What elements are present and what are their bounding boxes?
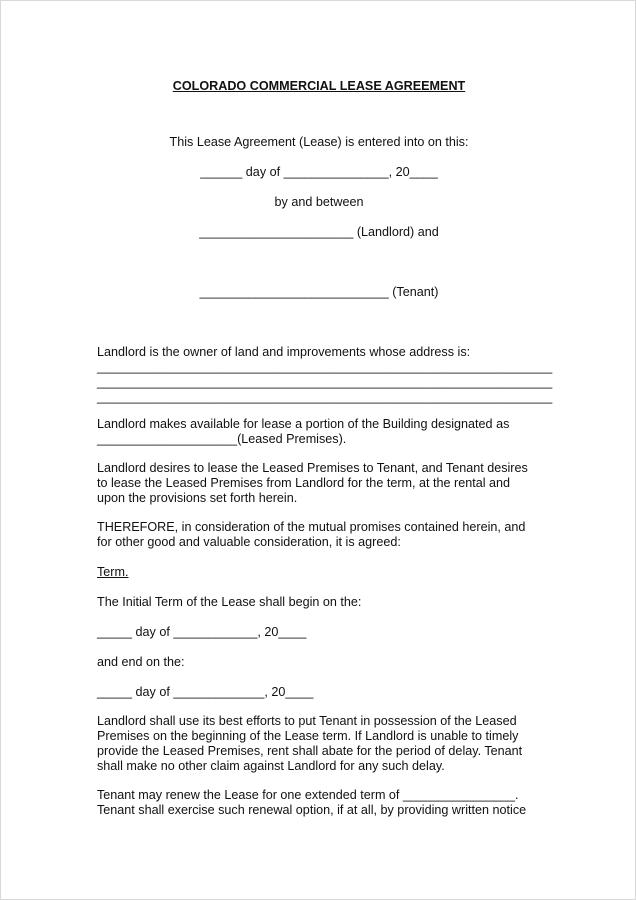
tenant-blank-line: ___________________________ (Tenant) [199,285,439,299]
document-title: COLORADO COMMERCIAL LEASE AGREEMENT [172,79,466,93]
term-end-line: and end on the: [97,655,185,669]
leased-premises-line: ____________________(Leased Premises). [97,432,347,446]
address-blank-line: _________________________________________________________________ [97,390,553,404]
address-blank-line: _________________________________________________________________ [97,360,553,374]
possession-paragraph-line: Landlord shall use its best efforts to put Tenant in possession of the Leased [97,714,517,728]
by-and-between-line: by and between [274,195,364,209]
term-begin-date-line: _____ day of ____________, 20____ [97,625,307,639]
term-begin-line: The Initial Term of the Lease shall begin on the: [97,595,362,609]
therefore-paragraph-line: THEREFORE, in consideration of the mutual promises contained herein, and [97,520,526,534]
address-intro-line: Landlord is the owner of land and improvements whose address is: [97,345,471,359]
possession-paragraph-line: provide the Leased Premises, rent shall abate for the period of delay. Tenant [97,744,523,758]
desire-paragraph-line: to lease the Leased Premises from Landlord for the term, at the rental and [97,476,511,490]
address-blank-line: _________________________________________________________________ [97,375,553,389]
therefore-paragraph-line: for other good and valuable consideration, it is agreed: [97,535,401,549]
renewal-paragraph-line: Tenant may renew the Lease for one extended term of ________________. [97,788,519,802]
possession-paragraph-line: Premises on the beginning of the Lease term. If Landlord is unable to timely [97,729,519,743]
renewal-paragraph-line: Tenant shall exercise such renewal option, if at all, by providing written notice [97,803,527,817]
landlord-blank-line: ______________________ (Landlord) and [199,225,439,239]
date-blank-line: ______ day of _______________, 20____ [200,165,438,179]
possession-paragraph-line: shall make no other claim against Landlord for any such delay. [97,759,445,773]
intro-line: This Lease Agreement (Lease) is entered into on this: [169,135,469,149]
leased-premises-line: Landlord makes available for lease a portion of the Building designated as [97,417,510,431]
desire-paragraph-line: upon the provisions set forth herein. [97,491,298,505]
term-end-date-line: _____ day of _____________, 20____ [97,685,314,699]
term-heading: Term. [97,565,129,579]
desire-paragraph-line: Landlord desires to lease the Leased Premises to Tenant, and Tenant desires [97,461,528,475]
